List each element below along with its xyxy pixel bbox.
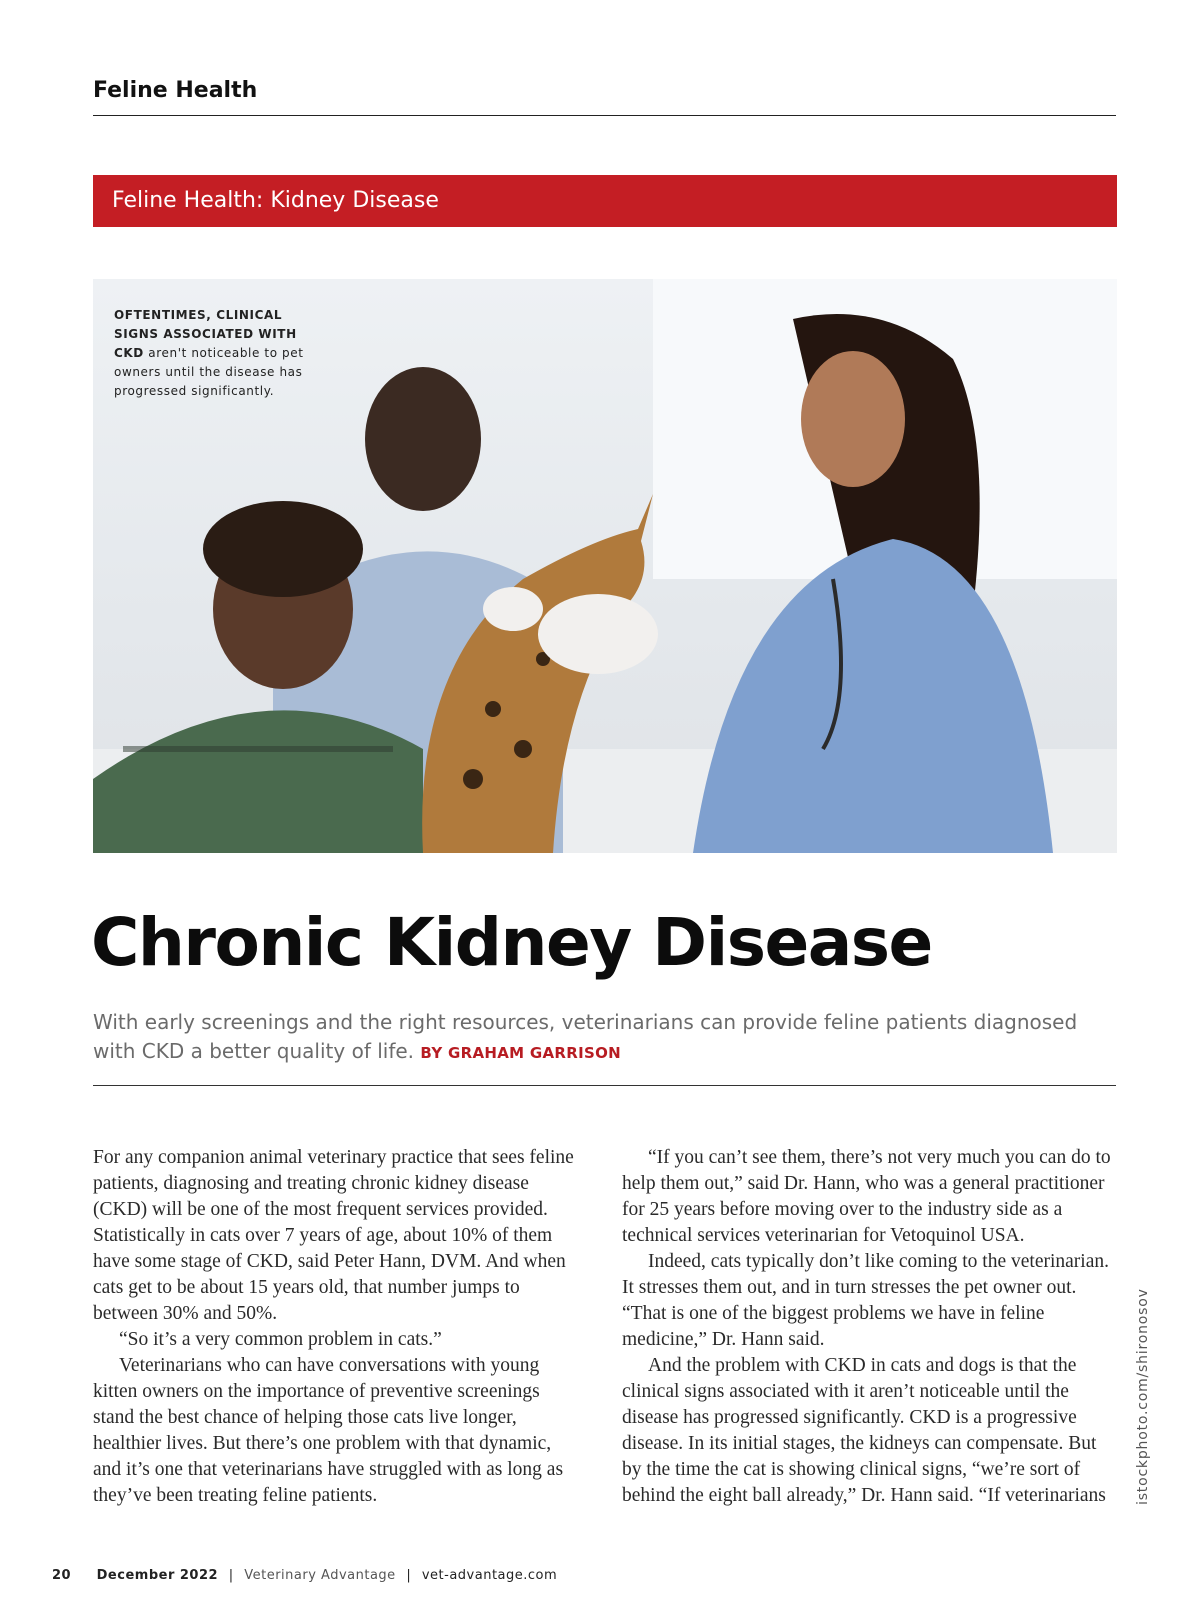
page-footer (52, 1568, 557, 1583)
header-rule (93, 115, 1116, 116)
section-label: Feline Health (93, 78, 258, 103)
caption-text: aren't noticeable to pet owners until the disease has progressed significantly. (114, 346, 304, 398)
paragraph: For any companion animal veterinary practice that sees feline patients, diagnosing and treating chronic kidney disease (CKD) will be one of the most frequent services provided. Statistically in cats over 7 years of age, about 10% of them have some stage of CKD, said Peter Hann, DVM. And when cats get to be about 15 years old, that number jumps to between 30% and 50%. (93, 1147, 574, 1324)
article-column-left (93, 1145, 583, 1509)
article-deck (93, 1008, 1123, 1068)
paragraph: “If you can’t see them, there’s not very much you can do to help them out,” said Dr. Hann, who was a general practitioner for 25 years before moving over to the industry side as a technical services veterinarian for Vetoquinol USA. (622, 1147, 1111, 1246)
website-link[interactable]: vet-advantage.com (421, 1568, 558, 1583)
paragraph: “So it’s a very common problem in cats.” (119, 1329, 442, 1350)
magazine-name: Veterinary Advantage (244, 1568, 396, 1583)
deck-rule (93, 1085, 1116, 1086)
page-number: 20 (52, 1568, 72, 1583)
issue-date: December 2022 (96, 1568, 219, 1583)
article-column-right (622, 1145, 1112, 1509)
topic-banner: Feline Health: Kidney Disease (93, 175, 1117, 227)
paragraph: Indeed, cats typically don’t like coming to the veterinarian. It stresses them out, and in turn stresses the pet owner out. “That is one of the biggest problems we have in feline medicine,” Dr. Hann said. (622, 1251, 1109, 1350)
paragraph: Veterinarians who can have conversations with young kitten owners on the importance of preventive screenings stand the best chance of helping those cats live longer, healthier lives. But there’s one problem with that dynamic, and it’s one that veterinarians have struggled with as long as they’ve been treating feline patients. (93, 1355, 564, 1506)
byline: BY GRAHAM GARRISON (420, 1044, 621, 1062)
caption-lead: OFTENTIMES, CLINICAL SIGNS ASSOCIATED WITH CKD (114, 308, 297, 360)
photo-credit: istockphoto.com/shironosov (1135, 1288, 1151, 1505)
deck-text: With early screenings and the right resources, veterinarians can provide feline patients diagnosed with CKD a better quality of life. (93, 1010, 1078, 1063)
article-headline: Chronic Kidney Disease (91, 904, 932, 981)
photo-caption (114, 306, 329, 401)
footer-separator: | (228, 1568, 234, 1583)
paragraph: And the problem with CKD in cats and dogs is that the clinical signs associated with it aren’t noticeable until the disease has progressed significantly. CKD is a progressive disease. In its initial stages, the kidneys can compensate. But by the time the cat is showing clinical signs, “we’re sort of behind the eight ball already,” Dr. Hann said. “If veterinarians (622, 1355, 1106, 1506)
footer-separator: | (406, 1568, 412, 1583)
article-photo (93, 279, 1117, 853)
